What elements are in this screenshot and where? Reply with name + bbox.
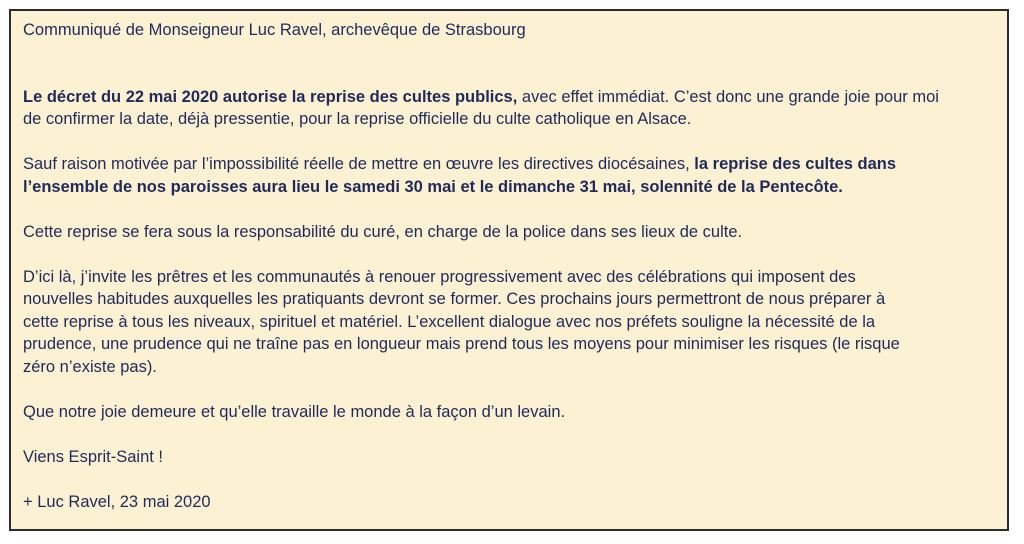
communique-title: Communiqué de Monseigneur Luc Ravel, archevêque de Strasbourg xyxy=(23,21,526,39)
paragraph-prayer-line: Viens Esprit-Saint ! xyxy=(23,447,164,466)
paragraph-invitation-line-1: D’ici là, j’invite les prêtres et les communautés à renouer progressivement avec des célébrations qui imposent des xyxy=(23,267,856,286)
paragraph-decree xyxy=(23,86,997,131)
paragraph-joy xyxy=(23,401,997,424)
communique-text xyxy=(23,19,997,513)
reprise-bold-text: la reprise des cultes dans xyxy=(689,155,897,173)
decree-rest-text: avec effet immédiat. C’est donc une grande joie pour moi xyxy=(517,87,939,106)
paragraph-invitation xyxy=(23,266,997,379)
paragraph-invitation-line-4: prudence, une prudence qui ne traîne pas en longueur mais prend tous les moyens pour minimiser les risques (le risque xyxy=(23,335,900,353)
communique-box xyxy=(9,9,1009,531)
paragraph-decree-line-1 xyxy=(23,86,997,109)
paragraph-reprise-line-1 xyxy=(23,153,997,176)
paragraph-joy-line: Que notre joie demeure et qu’elle travaille le monde à la façon d’un levain. xyxy=(23,402,566,421)
paragraph-invitation-line-5: zéro n’existe pas). xyxy=(23,357,157,376)
paragraph-decree-line-2: de confirmer la date, déjà pressentie, pour la reprise officielle du culte catholique en Alsace. xyxy=(23,110,692,128)
paragraph-responsibility-line: Cette reprise se fera sous la responsabilité du curé, en charge de la police dans ses lieux de culte. xyxy=(23,222,743,241)
reprise-normal-text: Sauf raison motivée par l’impossibilité réelle de mettre en œuvre les directives diocésaines, xyxy=(23,155,690,173)
paragraph-invitation-line-3: cette reprise à tous les niveaux, spirituel et matériel. L’excellent dialogue avec nos préfets souligne la nécessité de la xyxy=(23,312,876,331)
paragraph-prayer xyxy=(23,446,997,469)
paragraph-reprise-line-2: l’ensemble de nos paroisses aura lieu le samedi 30 mai et le dimanche 31 mai, solennité de la Pentecôte. xyxy=(23,177,843,196)
paragraph-invitation-line-2: nouvelles habitudes auxquelles les pratiquants devront se former. Ces prochains jours permettront de nous préparer à xyxy=(23,290,886,308)
signature: + Luc Ravel, 23 mai 2020 xyxy=(23,492,211,511)
paragraph-responsibility xyxy=(23,221,997,244)
decree-bold-text: Le décret du 22 mai 2020 autorise la reprise des cultes publics, xyxy=(23,87,518,106)
paragraph-reprise-date xyxy=(23,153,997,198)
